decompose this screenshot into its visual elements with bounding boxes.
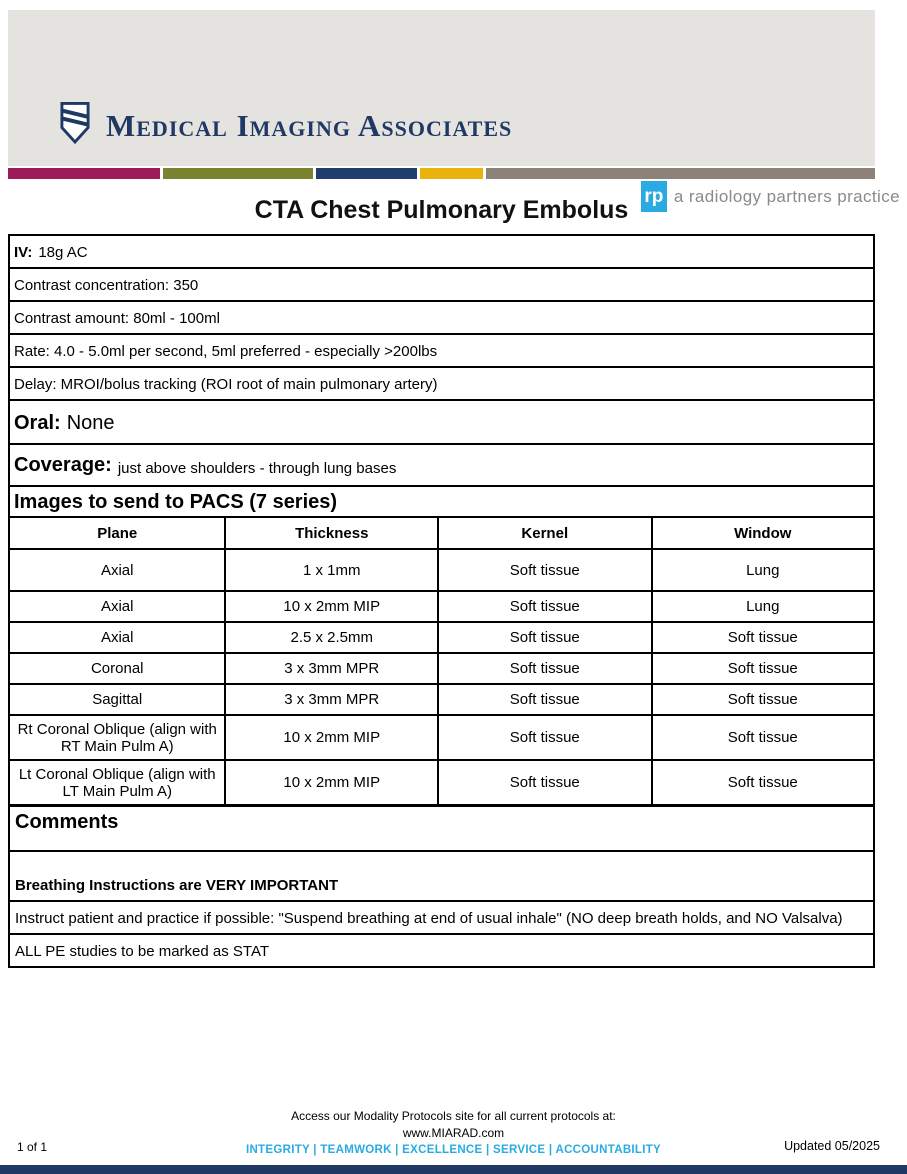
pacs-table-cell: 3 x 3mm MPR bbox=[225, 653, 438, 684]
shield-logo-icon bbox=[58, 100, 92, 151]
pacs-table-cell: Soft tissue bbox=[438, 622, 651, 653]
pacs-table-row bbox=[9, 591, 874, 622]
pacs-table-cell: Soft tissue bbox=[438, 760, 651, 805]
protocol-row bbox=[10, 236, 873, 269]
protocol-row bbox=[10, 401, 873, 445]
pacs-table-cell: Soft tissue bbox=[652, 684, 875, 715]
rp-logo-icon: rp bbox=[641, 181, 667, 212]
protocol-row-value: Delay: MROI/bolus tracking (ROI root of main pulmonary artery) bbox=[14, 376, 438, 393]
pacs-table-cell: Soft tissue bbox=[652, 715, 875, 760]
pacs-column-header: Kernel bbox=[438, 517, 651, 549]
protocol-row-value: just above shoulders - through lung bases bbox=[117, 460, 397, 477]
pacs-table-cell: 1 x 1mm bbox=[225, 549, 438, 591]
pacs-table-cell: Rt Coronal Oblique (align with RT Main Pulm A) bbox=[9, 715, 225, 760]
brand-stripes bbox=[8, 168, 875, 179]
protocol-row bbox=[10, 445, 873, 487]
protocol-row bbox=[10, 269, 873, 302]
footer-access-line: Access our Modality Protocols site for all current protocols at: bbox=[291, 1109, 616, 1123]
bottom-navy-bar bbox=[0, 1165, 907, 1174]
pacs-table-cell: 10 x 2mm MIP bbox=[225, 715, 438, 760]
pacs-table-row bbox=[9, 653, 874, 684]
protocol-row bbox=[10, 487, 873, 516]
protocol-row-value: Contrast amount: 80ml - 100ml bbox=[14, 310, 220, 327]
comments-row: ALL PE studies to be marked as STAT bbox=[15, 943, 270, 960]
protocol-row bbox=[10, 335, 873, 368]
pacs-table-cell: Axial bbox=[9, 549, 225, 591]
pacs-table-cell: Soft tissue bbox=[438, 684, 651, 715]
pacs-table-cell: Soft tissue bbox=[652, 653, 875, 684]
protocol-row-label: Coverage: bbox=[14, 454, 112, 476]
brand-stripe-5 bbox=[486, 168, 875, 179]
protocol-row-value: 18g AC bbox=[38, 244, 88, 261]
header-banner bbox=[8, 10, 875, 166]
pacs-table-row bbox=[9, 622, 874, 653]
pacs-table-row bbox=[9, 760, 874, 805]
protocol-parameters-table bbox=[8, 234, 875, 518]
pacs-table-cell: Lung bbox=[652, 591, 875, 622]
pacs-table-row bbox=[9, 549, 874, 591]
protocol-row-value: Rate: 4.0 - 5.0ml per second, 5ml preferred - especially >200lbs bbox=[14, 343, 438, 360]
brand-stripe-1 bbox=[8, 168, 160, 179]
protocol-row-value: Images to send to PACS (7 series) bbox=[14, 491, 338, 513]
pacs-table-row bbox=[9, 684, 874, 715]
footer-website: www.MIARAD.com bbox=[402, 1126, 505, 1140]
pacs-column-header: Plane bbox=[9, 517, 225, 549]
org-name: Medical Imaging Associates bbox=[106, 107, 513, 143]
pacs-table-cell: Axial bbox=[9, 622, 225, 653]
footer-center bbox=[0, 1108, 907, 1156]
pacs-table-cell: Coronal bbox=[9, 653, 225, 684]
comments-row: Breathing Instructions are VERY IMPORTANT bbox=[10, 852, 873, 902]
pacs-column-header: Thickness bbox=[225, 517, 438, 549]
pacs-table-cell: Sagittal bbox=[9, 684, 225, 715]
pacs-table-cell: 10 x 2mm MIP bbox=[225, 760, 438, 805]
pacs-table-cell: Soft tissue bbox=[652, 622, 875, 653]
protocol-row-label: Oral: bbox=[14, 412, 61, 434]
pacs-column-header: Window bbox=[652, 517, 875, 549]
footer-values-line: INTEGRITY | TEAMWORK | EXCELLENCE | SERVICE | ACCOUNTABILITY bbox=[245, 1144, 662, 1156]
practice-tagline: a radiology partners practice bbox=[673, 186, 900, 206]
pacs-table-cell: Soft tissue bbox=[438, 549, 651, 591]
pacs-table-cell: 10 x 2mm MIP bbox=[225, 591, 438, 622]
pacs-table-cell: 3 x 3mm MPR bbox=[225, 684, 438, 715]
protocol-row bbox=[10, 302, 873, 335]
page-indicator: 1 of 1 bbox=[17, 1140, 48, 1154]
pacs-table-cell: Soft tissue bbox=[652, 760, 875, 805]
brand-stripe-4 bbox=[420, 168, 483, 179]
page-title: CTA Chest Pulmonary Embolus bbox=[254, 196, 629, 224]
pacs-table-cell: Lt Coronal Oblique (align with LT Main Pulm A) bbox=[9, 760, 225, 805]
pacs-table-cell: 2.5 x 2.5mm bbox=[225, 622, 438, 653]
comments-heading: Comments bbox=[10, 807, 873, 852]
protocol-row-value: Contrast concentration: 350 bbox=[14, 277, 199, 294]
protocol-row-label: IV: bbox=[14, 244, 33, 261]
pacs-table-cell: Lung bbox=[652, 549, 875, 591]
protocol-row-value: None bbox=[66, 412, 115, 434]
pacs-table-cell: Soft tissue bbox=[438, 591, 651, 622]
comments-row: Instruct patient and practice if possible: "Suspend breathing at end of usual inhale" (NO deep breath holds, and NO Valsalva) bbox=[10, 902, 873, 935]
pacs-series-table bbox=[8, 516, 875, 806]
org-logo bbox=[58, 100, 512, 151]
pacs-table-cell: Soft tissue bbox=[438, 653, 651, 684]
comments-section bbox=[8, 805, 875, 968]
brand-stripe-2 bbox=[163, 168, 313, 179]
protocol-row bbox=[10, 368, 873, 401]
pacs-table-cell: Axial bbox=[9, 591, 225, 622]
pacs-table-row bbox=[9, 715, 874, 760]
brand-stripe-3 bbox=[316, 168, 417, 179]
pacs-table-cell: Soft tissue bbox=[438, 715, 651, 760]
updated-date: Updated 05/2025 bbox=[784, 1139, 880, 1153]
pacs-table-header-row bbox=[9, 517, 874, 549]
